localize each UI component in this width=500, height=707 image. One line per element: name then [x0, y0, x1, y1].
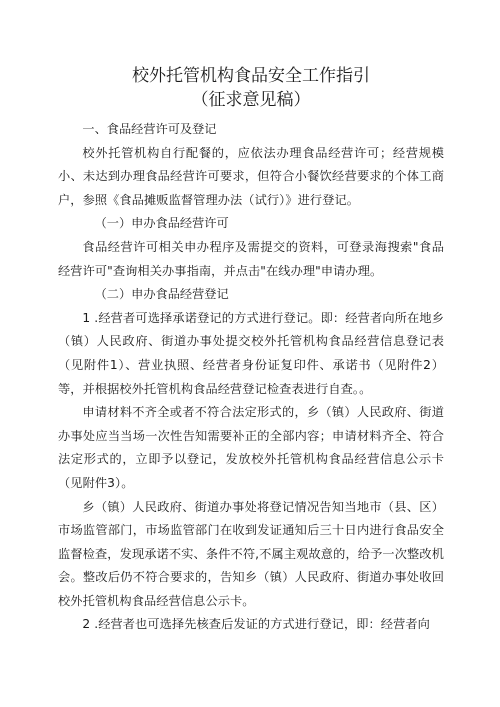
subsection-heading-2: （二）申办食品经营登记: [94, 287, 229, 302]
document-subtitle: （征求意见稿）: [191, 90, 311, 110]
paragraph-4: 申请材料不齐全或者不符合法定形式的，乡（镇）人民政府、街道办事处应当当场一次性告知需要补正的全部内容；申请材料齐全、符合法定形式的，立即予以登记，发放校外托管机构食品经营信息公示卡（见附件3）。: [58, 405, 444, 490]
paragraph-1: 校外托管机构自行配餐的，应依法办理食品经营许可；经营规模小、未达到办理食品经营许可要求，但符合小餐饮经营要求的个体工商户，参照《食品摊贩监督管理办法（试行）》进行登记。: [58, 145, 444, 207]
paragraph-6: 2 .经营者也可选择先核查后发证的方式进行登记，即：经营者向: [82, 617, 430, 632]
paragraph-2: 食品经营许可相关申办程序及需提交的资料，可登录海搜索"食品经营许可"查询相关办事指南，并点击"在线办理"申请办理。: [58, 239, 444, 278]
section-heading-1: 一、食品经营许可及登记: [82, 122, 217, 136]
paragraph-3: 1 .经营者可选择承诺登记的方式进行登记。即：经营者向所在地乡（镇）人民政府、街道办事处提交校外托管机构食品经营信息登记表（见附件1）、营业执照、经营者身份证复印件、承诺书（见附件2）等，并根据校外托管机构食品经营登记检查表进行自查。。: [58, 310, 444, 396]
document-title: 校外托管机构食品安全工作指引: [132, 66, 370, 86]
paragraph-5: 乡（镇）人民政府、街道办事处将登记情况告知当地市（县、区）市场监管部门，市场监管部门在收到发证通知后三十日内进行食品安全监督检查，发现承诺不实、条件不符,不属主观故意的，给予一次整改机会。整改后仍不符合要求的，告知乡（镇）人民政府、街道办事处收回校外托管机构食品经营信息公示卡。: [58, 499, 444, 608]
subsection-heading-1: （一）申办食品经营许可: [94, 216, 229, 231]
